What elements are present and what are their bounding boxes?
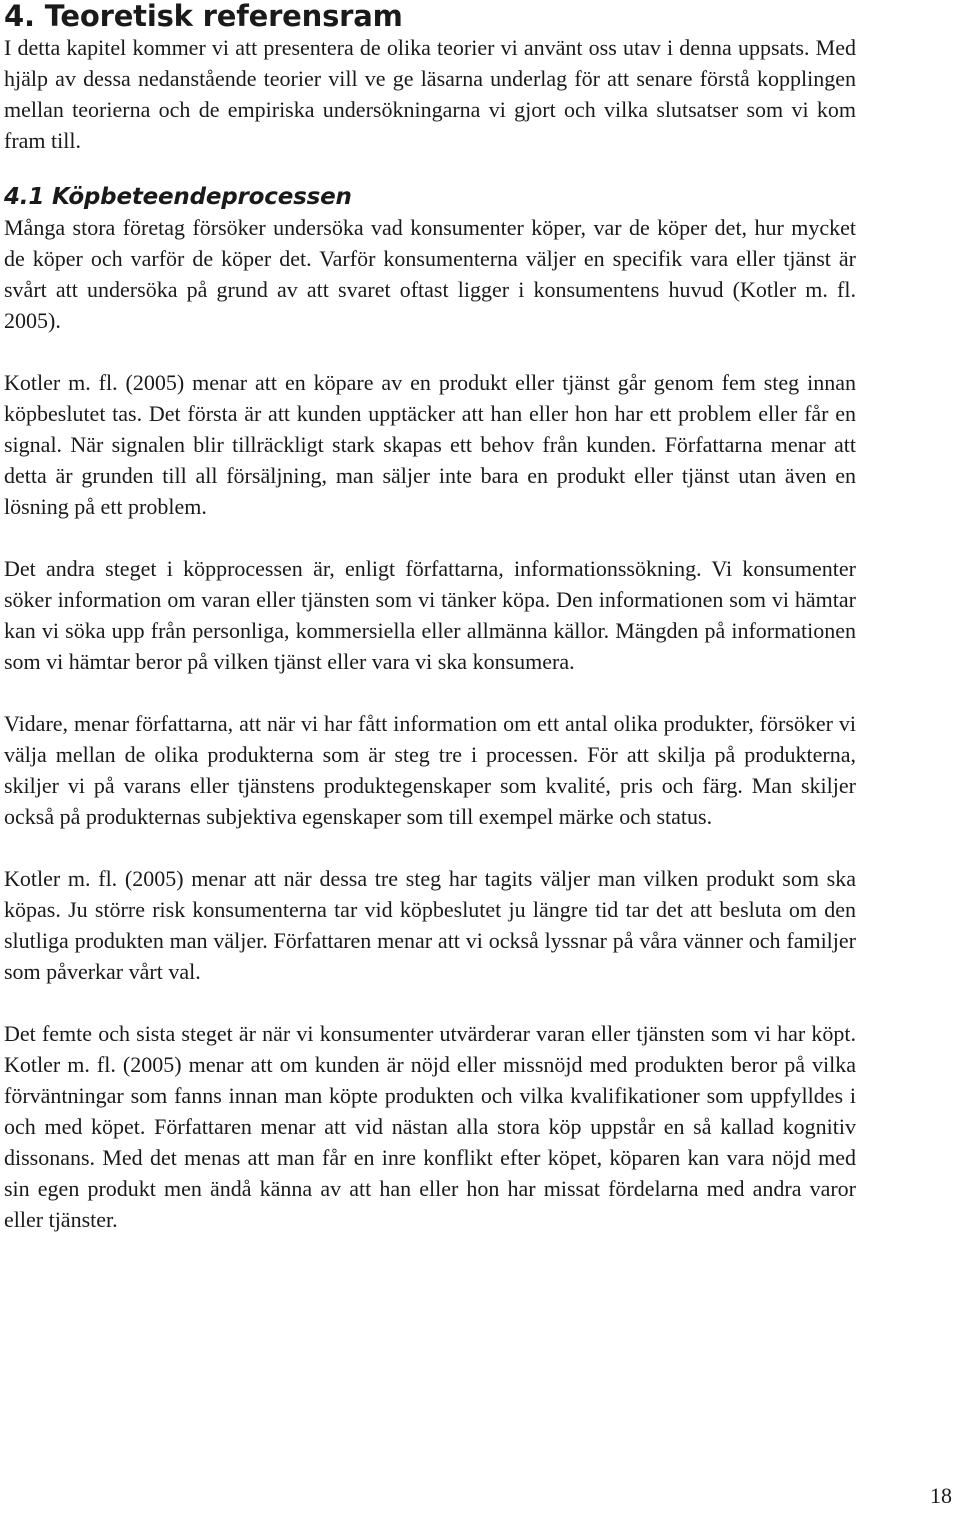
document-page (4, 0, 856, 1235)
body-paragraph: Kotler m. fl. (2005) menar att när dessa tre steg har tagits väljer man vilken produkt som ska köpas. Ju större risk konsumenterna tar vid köpbeslutet ju längre tid tar det att besluta om den slutliga produkten man väljer. Författaren menar att vi också lyssnar på våra vänner och familjer som påverkar vårt val. (4, 866, 856, 984)
body-paragraph: Många stora företag försöker undersöka vad konsumenter köper, var de köper det, hur mycket de köper och varför de köper det. Varför konsumenterna väljer en specifik vara eller tjänst är svårt att undersöka på grund av att svaret oftast ligger i konsumentens huvud (Kotler m. fl. 2005). (4, 215, 856, 333)
section-heading: 4.1 Köpbeteendeprocessen (4, 184, 352, 210)
chapter-heading: 4. Teoretisk referensram (4, 0, 403, 33)
body-paragraph: Det femte och sista steget är när vi konsumenter utvärderar varan eller tjänsten som vi har köpt. Kotler m. fl. (2005) menar att om kunden är nöjd eller missnöjd med produkten beror på vilka förväntningar som fanns innan man köpte produkten och vilka kvalifikationer som uppfylldes i och med köpet. Författaren menar att vid nästan alla stora köp uppstår en så kallad kognitiv dissonans. Med det menas att man får en inre konflikt efter köpet, köparen kan vara nöjd med sin egen produkt men ändå känna av att han eller hon har missat fördelarna med andra varor eller tjänster. (4, 1021, 856, 1232)
body-paragraph: Kotler m. fl. (2005) menar att en köpare av en produkt eller tjänst går genom fem steg innan köpbeslutet tas. Det första är att kunden upptäcker att han eller hon har ett problem eller får en signal. När signalen blir tillräckligt stark skapas ett behov från kunden. Författarna menar att detta är grunden till all försäljning, man säljer inte bara en produkt eller tjänst utan även en lösning på ett problem. (4, 370, 856, 519)
chapter-intro-paragraph: I detta kapitel kommer vi att presentera de olika teorier vi använt oss utav i denna uppsats. Med hjälp av dessa nedanstående teorier vill ve ge läsarna underlag för att senare förstå kopplingen mellan teorierna och de empiriska undersökningarna vi gjort och vilka slutsatser som vi kom fram till. (4, 35, 856, 153)
body-paragraph: Det andra steget i köpprocessen är, enligt författarna, informationssökning. Vi konsumenter söker information om varan eller tjänsten som vi tänker köpa. Den informationen som vi hämtar kan vi söka upp från personliga, kommersiella eller allmänna källor. Mängden på informationen som vi hämtar beror på vilken tjänst eller vara vi ska konsumera. (4, 556, 856, 674)
body-paragraph: Vidare, menar författarna, att när vi har fått information om ett antal olika produkter, försöker vi välja mellan de olika produkterna som är steg tre i processen. För att skilja på produkterna, skiljer vi på varans eller tjänstens produktegenskaper som kvalité, pris och färg. Man skiljer också på produkternas subjektiva egenskaper som till exempel märke och status. (4, 711, 856, 829)
page-number: 18 (930, 1483, 952, 1508)
